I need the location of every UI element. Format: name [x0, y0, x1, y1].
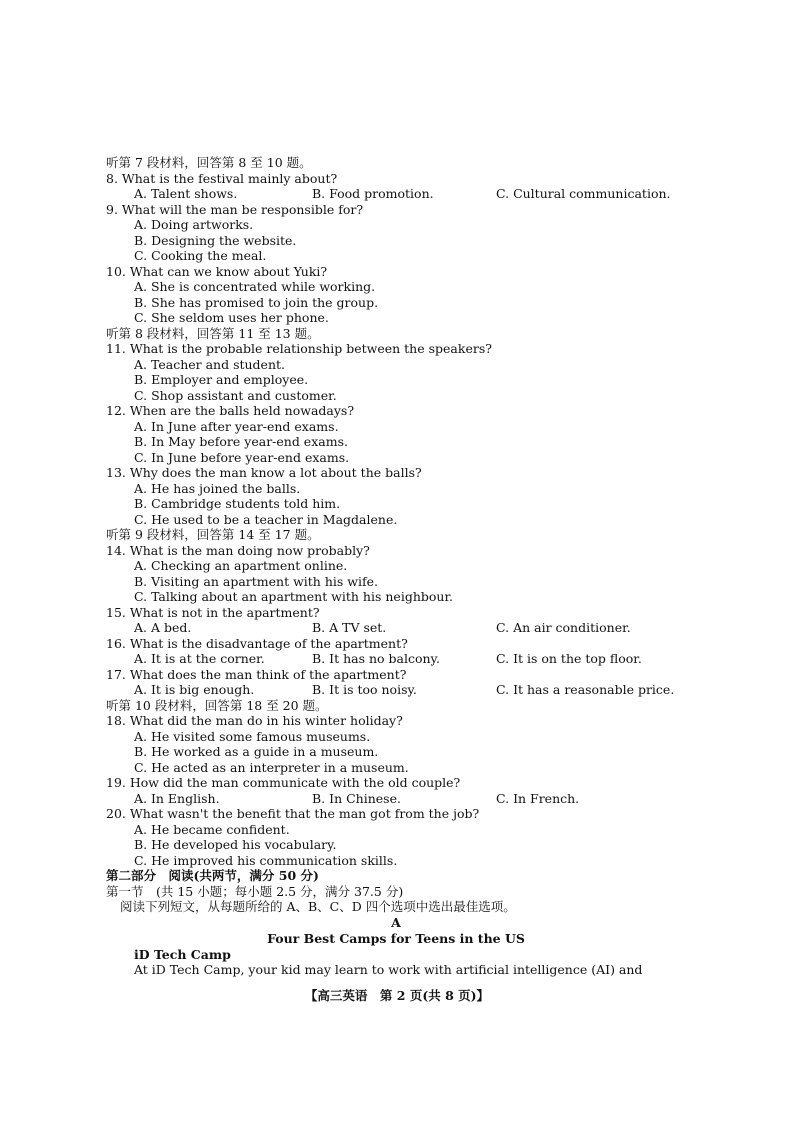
part2-instruction: 阅读下列短文，从每题所给的 A、B、C、D 四个选项中选出最佳选项。 — [120, 899, 516, 914]
passage-body: At iD Tech Camp, your kid may learn to work with artificial intelligence (AI) and — [134, 962, 643, 977]
section-heading-9: 听第 9 段材料，回答第 14 至 17 题。 — [106, 527, 320, 542]
option-a: A. He visited some famous museums. — [134, 728, 371, 744]
section-heading-8: 听第 8 段材料，回答第 11 至 13 题。 — [106, 325, 320, 341]
option-a: A. It is big enough. — [134, 682, 255, 697]
option-a: A. A bed. — [134, 620, 192, 635]
question-15-stem: 15. What is not in the apartment? — [106, 604, 320, 620]
part2-title: 第二部分 阅读(共两节，满分 50 分) — [106, 868, 319, 883]
section-heading-10: 听第 10 段材料，回答第 18 至 20 题。 — [106, 697, 328, 713]
option-b: B. Employer and employee. — [134, 372, 309, 387]
option-c: C. Shop assistant and customer. — [134, 387, 337, 403]
section-heading-7: 听第 7 段材料，回答第 8 至 10 题。 — [106, 155, 312, 170]
question-19-stem: 19. How did the man communicate with the old couple? — [106, 775, 461, 790]
option-c: C. Cooking the meal. — [134, 248, 267, 263]
option-a: A. Doing artworks. — [134, 217, 254, 232]
page-footer: 【高三英语 第 2 页(共 8 页)】 — [304, 988, 490, 1003]
question-15-options — [106, 620, 686, 636]
option-c: C. In June before year-end exams. — [134, 449, 350, 465]
option-a: A. It is at the corner. — [134, 651, 265, 666]
option-c: C. He used to be a teacher in Magdalene. — [134, 511, 398, 527]
option-a: A. In June after year-end exams. — [134, 418, 339, 434]
option-b: B. It is too noisy. — [312, 682, 417, 697]
option-b: B. In Chinese. — [312, 790, 401, 806]
option-b: B. In May before year-end exams. — [134, 434, 348, 449]
option-b: B. Designing the website. — [134, 232, 297, 248]
option-b: B. Visiting an apartment with his wife. — [134, 573, 378, 589]
question-8-options — [106, 186, 686, 202]
option-c: C. An air conditioner. — [496, 620, 631, 635]
option-b: B. He developed his vocabulary. — [134, 837, 337, 852]
option-a: A. Checking an apartment online. — [134, 558, 348, 573]
option-a: A. Teacher and student. — [134, 356, 286, 372]
question-20-stem: 20. What wasn't the benefit that the man got from the job? — [106, 806, 480, 821]
question-12-stem: 12. When are the balls held nowadays? — [106, 403, 355, 418]
option-c: C. It has a reasonable price. — [496, 682, 675, 697]
question-9-stem: 9. What will the man be responsible for? — [106, 201, 364, 217]
question-14-stem: 14. What is the man doing now probably? — [106, 542, 370, 558]
option-c: C. It is on the top floor. — [496, 651, 642, 666]
option-b: B. Cambridge students told him. — [134, 496, 341, 511]
question-10-stem: 10. What can we know about Yuki? — [106, 263, 328, 279]
question-16-stem: 16. What is the disadvantage of the apartment? — [106, 635, 408, 651]
option-c: C. In French. — [496, 790, 580, 806]
question-17-stem: 17. What does the man think of the apartment? — [106, 666, 407, 682]
option-c: C. She seldom uses her phone. — [134, 310, 329, 325]
option-b: B. It has no balcony. — [312, 651, 440, 666]
passage-letter: A — [391, 914, 401, 930]
question-18-stem: 18. What did the man do in his winter holiday? — [106, 713, 403, 728]
question-11-stem: 11. What is the probable relationship between the speakers? — [106, 341, 492, 356]
option-a: A. In English. — [134, 790, 220, 806]
part2-section1: 第一节 (共 15 小题；每小题 2.5 分，满分 37.5 分) — [106, 883, 404, 899]
option-c: C. Cultural communication. — [496, 186, 671, 201]
option-b: B. Food promotion. — [312, 186, 434, 201]
question-16-options — [106, 651, 686, 667]
exam-page — [106, 155, 686, 978]
question-13-stem: 13. Why does the man know a lot about the balls? — [106, 465, 422, 480]
passage-title: Four Best Camps for Teens in the US — [267, 931, 525, 946]
option-c: C. He acted as an interpreter in a museum. — [134, 759, 409, 775]
question-19-options — [106, 791, 686, 807]
option-b: B. He worked as a guide in a museum. — [134, 744, 379, 759]
option-c: C. He improved his communication skills. — [134, 852, 398, 868]
option-b: B. A TV set. — [312, 620, 387, 635]
question-17-options — [106, 682, 686, 698]
option-b: B. She has promised to join the group. — [134, 294, 379, 310]
option-a: A. Talent shows. — [134, 186, 238, 201]
passage-subhead: iD Tech Camp — [134, 946, 231, 962]
option-a: A. He became confident. — [134, 821, 290, 837]
option-c: C. Talking about an apartment with his neighbour. — [134, 589, 454, 604]
question-8-stem: 8. What is the festival mainly about? — [106, 170, 338, 186]
option-a: A. He has joined the balls. — [134, 480, 301, 496]
option-a: A. She is concentrated while working. — [134, 279, 376, 294]
